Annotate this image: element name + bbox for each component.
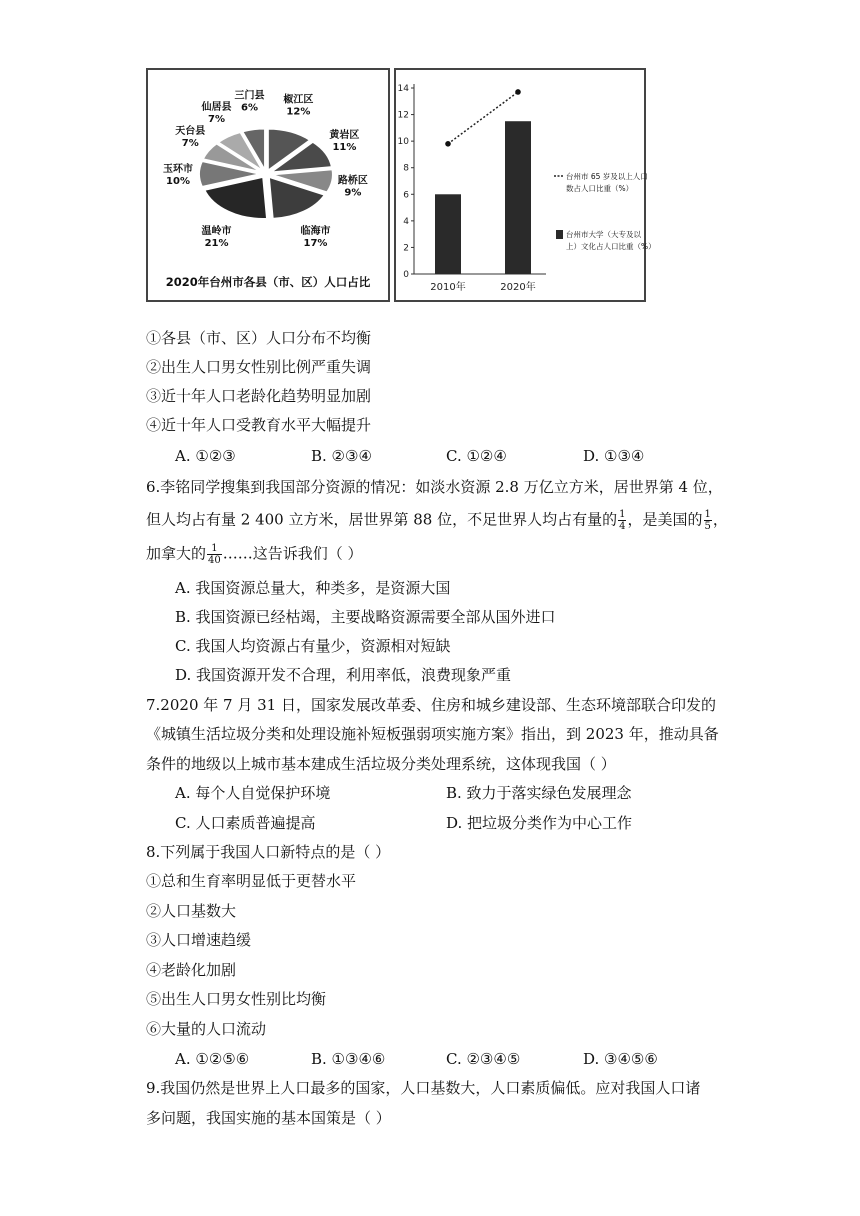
- pie-label-name: 温岭市: [201, 225, 232, 237]
- pie-label-pct: 11%: [332, 142, 357, 154]
- pie-label-name: 三门县: [234, 90, 265, 102]
- pie-label-pct: 6%: [241, 102, 259, 114]
- y-tick-label: 12: [397, 110, 409, 121]
- y-tick-label: 2: [403, 243, 409, 254]
- y-tick-label: 8: [403, 163, 409, 174]
- pie-label-pct: 7%: [181, 137, 199, 149]
- pie-label-pct: 21%: [204, 237, 229, 249]
- pie-label-name: 玉环市: [163, 164, 193, 175]
- pie-chart-figure: [146, 68, 390, 302]
- q5-statement-2: ②出生人口男女性别比例严重失调: [146, 358, 372, 376]
- q6-stem-text: ……这告诉我们（ ）: [222, 544, 363, 563]
- q5-statement-4: ④近十年人口受教育水平大幅提升: [146, 416, 372, 434]
- q8-option-a[interactable]: A. ①②⑤⑥: [175, 1050, 250, 1068]
- q8-option-d[interactable]: D. ③④⑤⑥: [583, 1050, 658, 1068]
- legend-bar-label: 上）文化占人口比重（%）: [566, 242, 656, 251]
- q6-stem-text: ，是美国的: [627, 510, 703, 529]
- q7-option-b[interactable]: B. 致力于落实绿色发展理念: [446, 784, 632, 802]
- q7-option-d[interactable]: D. 把垃圾分类作为中心工作: [446, 814, 633, 832]
- q6-option-d[interactable]: D. 我国资源开发不合理，利用率低，浪费现象严重: [175, 666, 512, 684]
- pie-label-name: 路桥区: [337, 175, 368, 187]
- q8-statement-4: ④老龄化加剧: [146, 961, 237, 979]
- pie-label-pct: 7%: [208, 114, 226, 126]
- q5-option-c[interactable]: C. ①②④: [446, 447, 507, 465]
- line-point: [515, 89, 521, 95]
- bar: [435, 194, 461, 274]
- q5-statement-1: ①各县（市、区）人口分布不均衡: [146, 329, 372, 347]
- legend-bar-swatch: [556, 230, 563, 239]
- fraction-one-fortieth: $\frac{1}{40}$: [208, 543, 221, 566]
- y-tick-label: 14: [397, 84, 409, 94]
- q7-stem-line-2: 《城镇生活垃圾分类和处理设施补短板强弱项实施方案》指出，到 2023 年，推动具备: [146, 725, 719, 743]
- y-tick-label: 6: [403, 190, 409, 201]
- q9-stem-line-2: 多问题，我国实施的基本国策是（ ）: [146, 1109, 391, 1127]
- line-point: [445, 141, 451, 147]
- y-tick-label: 10: [397, 137, 409, 148]
- q8-option-c[interactable]: C. ②③④⑤: [446, 1050, 521, 1068]
- q5-option-d[interactable]: D. ①③④: [583, 447, 645, 465]
- q6-stem-line-2: [146, 509, 728, 532]
- pie-label-name: 天台县: [175, 125, 206, 137]
- q6-stem-line-3: [146, 543, 363, 566]
- y-tick-label: 0: [403, 270, 409, 280]
- q8-option-b[interactable]: B. ①③④⑥: [311, 1050, 386, 1068]
- q8-statement-3: ③人口增速趋缓: [146, 931, 252, 949]
- pie-chart-caption: 2020年台州市各县（市、区）人口占比: [165, 275, 371, 289]
- q5-statement-3: ③近十年人口老龄化趋势明显加剧: [146, 387, 372, 405]
- bar: [505, 121, 531, 274]
- y-tick-label: 4: [403, 216, 409, 227]
- pie-label-pct: 12%: [286, 106, 311, 118]
- q8-statement-1: ①总和生育率明显低于更替水平: [146, 872, 357, 890]
- pie-label-name: 椒江区: [283, 94, 314, 106]
- bar-chart-figure: [394, 68, 656, 302]
- q8-statement-2: ②人口基数大: [146, 902, 237, 920]
- legend-line-label: 数占人口比重（%）: [566, 184, 634, 193]
- x-tick-label: 2010年: [430, 282, 466, 293]
- q7-option-a[interactable]: A. 每个人自觉保护环境: [175, 784, 331, 802]
- q8-stem: 8.下列属于我国人口新特点的是（ ）: [146, 843, 391, 861]
- pie-label-name: 黄岩区: [329, 130, 360, 142]
- q6-option-a[interactable]: A. 我国资源总量大，种类多，是资源大国: [175, 579, 451, 597]
- q8-statement-6: ⑥大量的人口流动: [146, 1020, 267, 1038]
- pie-label-name: 仙居县: [201, 102, 232, 114]
- q6-stem-text: ，: [712, 510, 728, 529]
- q6-stem-text: 加拿大的: [146, 544, 207, 563]
- q6-option-b[interactable]: B. 我国资源已经枯竭，主要战略资源需要全部从国外进口: [175, 608, 556, 626]
- q7-option-c[interactable]: C. 人口素质普遍提高: [175, 814, 316, 832]
- fraction-one-fifth: $\frac{1}{5}$: [704, 509, 711, 532]
- pie-label-pct: 10%: [166, 176, 190, 187]
- pie-label-name: 临海市: [300, 225, 331, 237]
- pie-label-pct: 17%: [303, 237, 328, 249]
- q6-stem-text: 但人均占有量 2 400 立方米，居世界第 88 位，不足世界人均占有量的: [146, 510, 618, 529]
- legend-bar-label: 台州市大学（大专及以: [566, 230, 641, 239]
- x-tick-label: 2020年: [500, 282, 536, 293]
- bar-line-chart: [396, 70, 656, 300]
- q6-option-c[interactable]: C. 我国人均资源占有量少，资源相对短缺: [175, 637, 451, 655]
- q7-stem-line-1: 7.2020 年 7 月 31 日，国家发展改革委、住房和城乡建设部、生态环境部联合印发的: [146, 696, 716, 714]
- q5-option-b[interactable]: B. ②③④: [311, 447, 372, 465]
- q8-statement-5: ⑤出生人口男女性别比均衡: [146, 990, 327, 1008]
- q5-option-a[interactable]: A. ①②③: [175, 447, 236, 465]
- q9-stem-line-1: 9.我国仍然是世界上人口最多的国家，人口基数大，人口素质偏低。应对我国人口诸: [146, 1079, 701, 1097]
- pie-label-pct: 9%: [344, 187, 362, 199]
- legend-line-label: 台州市 65 岁及以上人口: [566, 172, 648, 181]
- q6-stem-line-1: 6.李铭同学搜集到我国部分资源的情况：如淡水资源 2.8 万亿立方米，居世界第 4 位，: [146, 478, 723, 496]
- fraction-one-quarter: $\frac{1}{4}$: [619, 509, 626, 532]
- q7-stem-line-3: 条件的地级以上城市基本建成生活垃圾分类处理系统，这体现我国（ ）: [146, 755, 616, 773]
- pie-chart: [148, 70, 388, 300]
